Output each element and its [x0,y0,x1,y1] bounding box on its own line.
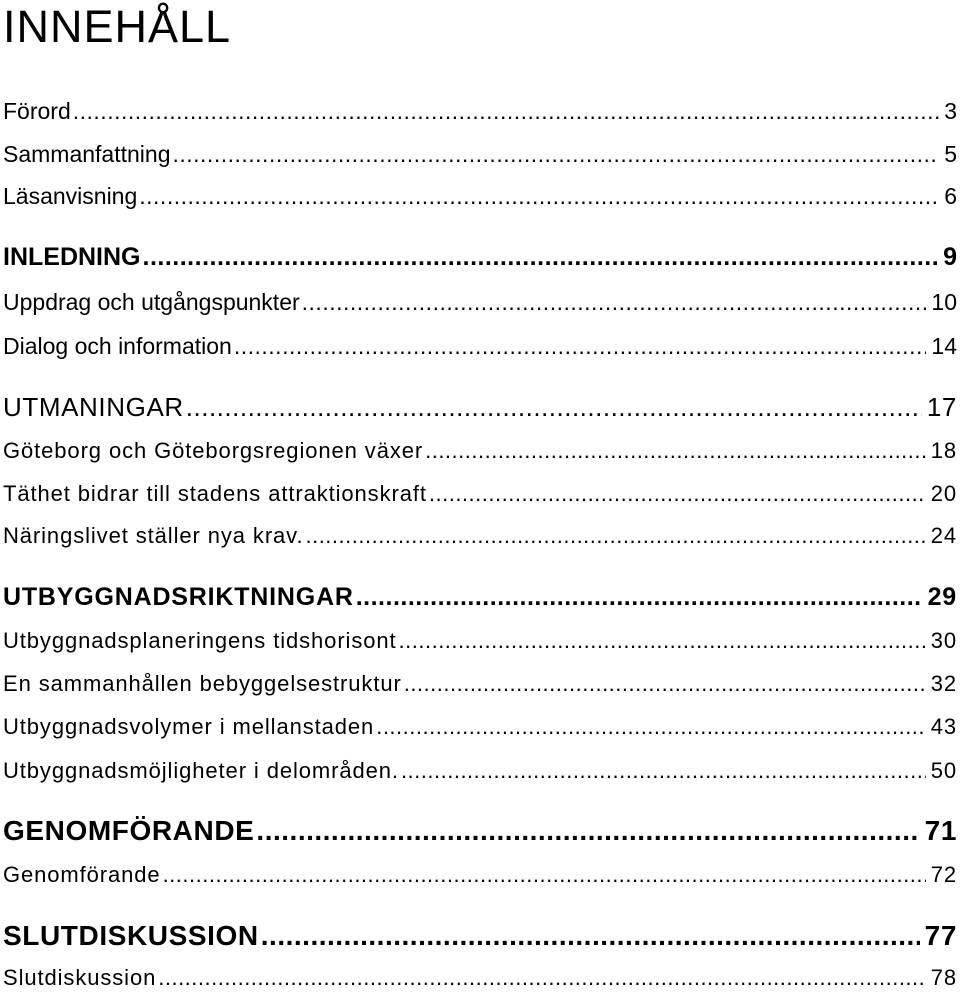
toc-entry-label: En sammanhållen bebyggelsestruktur [3,671,402,696]
toc-entry-lasanvisning[interactable] [3,182,957,210]
page-title: INNEHÅLL [3,1,232,52]
toc-entry-dialog[interactable] [3,332,957,360]
toc-section-genomforande[interactable] [3,815,957,847]
dot-leader [163,861,926,889]
toc-section-page-number: 29 [927,583,957,611]
dot-leader [305,522,925,550]
toc-entry-page-number: 5 [944,141,957,167]
toc-entry-tathet[interactable] [3,480,957,508]
dot-leader [404,670,926,698]
dot-leader [429,480,926,508]
toc-entry-page-number: 72 [930,862,957,887]
toc-entry-tidshorisont[interactable] [3,627,957,655]
toc-section-page-number: 71 [924,815,957,846]
toc-entry-page-number: 43 [930,714,957,739]
toc-section-utmaningar[interactable] [3,392,957,422]
dot-leader [172,140,939,168]
toc-entry-page-number: 20 [930,481,957,506]
toc-entry-goteborg[interactable] [3,437,957,465]
toc-entry-label: Sammanfattning [3,141,171,167]
toc-section-slutdiskussion[interactable] [3,920,957,952]
toc-entry-label: Slutdiskussion [3,965,157,990]
toc-entry-slutdiskussion[interactable] [3,964,957,992]
dot-leader [356,582,923,612]
toc-entry-forord[interactable] [3,97,957,125]
toc-section-label: UTBYGGNADSRIKTNINGAR [3,583,354,611]
toc-entry-page-number: 6 [944,183,957,209]
toc-entry-label: Göteborg och Göteborgsregionen växer [3,438,424,463]
dot-leader [302,288,927,316]
toc-entry-utbyggnadsmojligheter[interactable] [3,757,957,785]
dot-leader [399,627,926,655]
dot-leader [73,97,939,125]
dot-leader [256,815,919,847]
toc-section-page-number: 77 [924,920,957,951]
dot-leader [425,437,926,465]
toc-section-label: SLUTDISKUSSION [3,920,259,951]
toc-entry-page-number: 14 [931,333,957,359]
toc-entry-page-number: 78 [930,965,957,990]
toc-section-label: UTMANINGAR [3,392,184,422]
toc-entry-genomforande[interactable] [3,861,957,889]
dot-leader [401,757,926,785]
toc-entry-sammanfattning[interactable] [3,140,957,168]
toc-entry-page-number: 10 [931,289,957,315]
dot-leader [376,713,926,741]
toc-entry-utbyggnadsvolymer[interactable] [3,713,957,741]
toc-entry-label: Genomförande [3,862,161,887]
dot-leader [158,964,925,992]
dot-leader [234,332,927,360]
toc-entry-label: Förord [3,98,71,124]
dot-leader [261,920,920,952]
toc-entry-page-number: 50 [930,758,957,783]
toc-entry-label: Uppdrag och utgångspunkter [3,289,300,315]
toc-section-label: GENOMFÖRANDE [3,815,255,846]
toc-entry-label: Utbyggnadsvolymer i mellanstaden [3,714,375,739]
toc-section-page-number: 9 [943,243,957,271]
toc-entry-label: Läsanvisning [3,183,138,209]
toc-entry-page-number: 18 [930,438,957,463]
dot-leader [143,242,939,272]
toc-entry-label: Dialog och information [3,333,232,359]
toc-section-utbyggnadsriktningar[interactable] [3,582,957,612]
toc-entry-bebyggelsestruktur[interactable] [3,670,957,698]
toc-entry-page-number: 30 [930,628,957,653]
toc-entry-uppdrag[interactable] [3,288,957,316]
toc-entry-naringslivet[interactable] [3,522,957,550]
toc-entry-label: Täthet bidrar till stadens attraktionskraft [3,481,427,506]
toc-section-inledning[interactable] [3,242,957,272]
toc-entry-label: Näringslivet ställer nya krav. [3,523,304,548]
toc-entry-label: Utbyggnadsplaneringens tidshorisont [3,628,397,653]
toc-entry-page-number: 24 [930,523,957,548]
toc-section-page-number: 17 [926,392,957,422]
toc-entry-page-number: 3 [944,98,957,124]
dot-leader [186,392,922,422]
toc-entry-page-number: 32 [930,671,957,696]
toc-section-label: INLEDNING [3,243,141,271]
toc-entry-label: Utbyggnadsmöjligheter i delområden. [3,758,399,783]
dot-leader [139,182,939,210]
